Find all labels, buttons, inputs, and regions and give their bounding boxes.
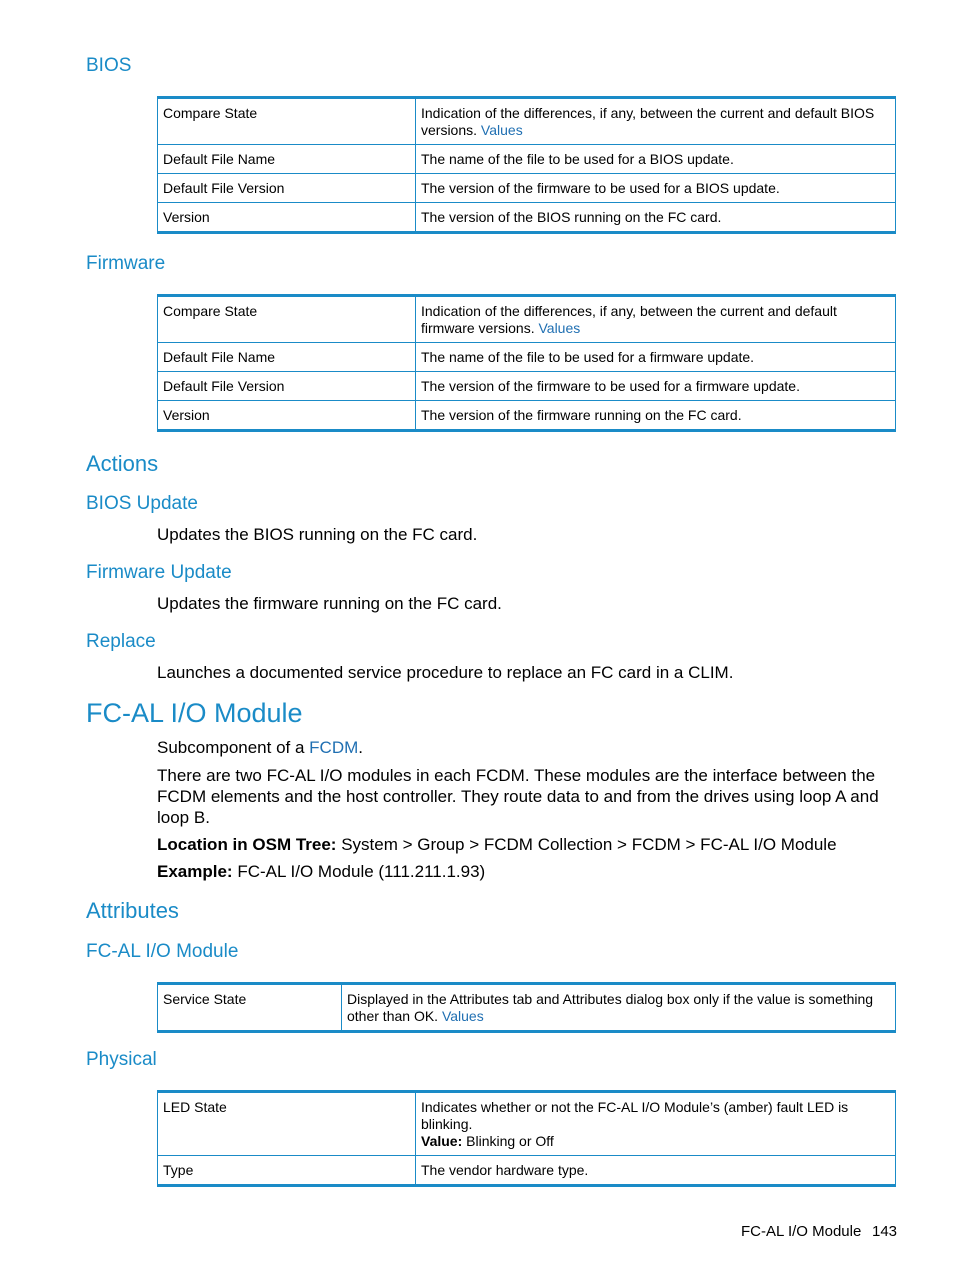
table-row bbox=[158, 174, 896, 203]
subheading-firmware-update: Firmware Update bbox=[86, 562, 232, 583]
example-line: Example: FC-AL I/O Module (111.211.1.93) bbox=[157, 862, 486, 881]
values-link[interactable]: Values bbox=[480, 122, 523, 138]
replace-text: Launches a documented service procedure to replace an FC card in a CLIM. bbox=[157, 663, 734, 682]
section-heading-attributes: Attributes bbox=[86, 898, 179, 923]
page-number: 143 bbox=[872, 1223, 898, 1240]
bios-attributes-table bbox=[157, 96, 896, 234]
attr-name: Default File Version bbox=[158, 174, 416, 203]
attr-desc: Indication of the differences, if any, between the current and default BIOS versions. Values bbox=[416, 98, 896, 145]
attr-desc: The name of the file to be used for a BIOS update. bbox=[416, 145, 896, 174]
attr-name: Compare State bbox=[158, 98, 416, 145]
firmware-attributes-table bbox=[157, 294, 896, 432]
subheading-bios-update: BIOS Update bbox=[86, 493, 198, 514]
attr-desc: The vendor hardware type. bbox=[416, 1156, 896, 1186]
table-row bbox=[158, 372, 896, 401]
footer-title: FC-AL I/O Module bbox=[741, 1223, 862, 1240]
attr-name: Default File Version bbox=[158, 372, 416, 401]
attr-name: Version bbox=[158, 203, 416, 233]
table-row bbox=[158, 343, 896, 372]
subheading-physical: Physical bbox=[86, 1049, 157, 1070]
attr-name: Default File Name bbox=[158, 343, 416, 372]
table-row bbox=[158, 1092, 896, 1156]
attr-desc: The version of the BIOS running on the FC card. bbox=[416, 203, 896, 233]
table-row bbox=[158, 296, 896, 343]
subheading-replace: Replace bbox=[86, 631, 156, 652]
module-description: There are two FC-AL I/O modules in each FCDM. These modules are the interface between the FCDM elements and the host controller. They route data to and from the drives using loop A and loop B. bbox=[157, 766, 879, 827]
section-heading-firmware: Firmware bbox=[86, 253, 166, 274]
attr-desc: The version of the firmware to be used for a firmware update. bbox=[416, 372, 896, 401]
attr-desc: The name of the file to be used for a firmware update. bbox=[416, 343, 896, 372]
table-row bbox=[158, 984, 896, 1032]
subheading-fcal-module: FC-AL I/O Module bbox=[86, 941, 239, 962]
values-link[interactable]: Values bbox=[441, 1008, 484, 1024]
bios-update-text: Updates the BIOS running on the FC card. bbox=[157, 525, 478, 544]
table-row bbox=[158, 401, 896, 431]
table-row bbox=[158, 203, 896, 233]
table-row bbox=[158, 1156, 896, 1186]
table-row bbox=[158, 145, 896, 174]
attr-name: LED State bbox=[158, 1092, 416, 1156]
section-heading-bios: BIOS bbox=[86, 55, 132, 76]
section-heading-actions: Actions bbox=[86, 451, 159, 476]
attr-desc: Indicates whether or not the FC-AL I/O Module’s (amber) fault LED is blinking. Value: Blinking or Off bbox=[416, 1092, 896, 1156]
table-row bbox=[158, 98, 896, 145]
attr-desc: Displayed in the Attributes tab and Attributes dialog box only if the value is something other than OK. Values bbox=[342, 984, 896, 1032]
attr-desc: Indication of the differences, if any, between the current and default firmware versions. Values bbox=[416, 296, 896, 343]
firmware-update-text: Updates the firmware running on the FC card. bbox=[157, 594, 502, 613]
location-line: Location in OSM Tree: System > Group > FCDM Collection > FCDM > FC-AL I/O Module bbox=[157, 835, 837, 854]
page-title: FC-AL I/O Module bbox=[86, 698, 303, 728]
attr-name: Version bbox=[158, 401, 416, 431]
fcdm-link[interactable]: FCDM bbox=[309, 738, 359, 757]
subcomponent-line: Subcomponent of a FCDM. bbox=[157, 738, 364, 757]
attr-desc: The version of the firmware to be used for a BIOS update. bbox=[416, 174, 896, 203]
attr-name: Service State bbox=[158, 984, 342, 1032]
attr-name: Type bbox=[158, 1156, 416, 1186]
physical-attributes-table bbox=[157, 1090, 896, 1187]
attr-desc: The version of the firmware running on the FC card. bbox=[416, 401, 896, 431]
module-attributes-table bbox=[157, 982, 896, 1033]
attr-name: Default File Name bbox=[158, 145, 416, 174]
values-link[interactable]: Values bbox=[538, 320, 581, 336]
attr-name: Compare State bbox=[158, 296, 416, 343]
